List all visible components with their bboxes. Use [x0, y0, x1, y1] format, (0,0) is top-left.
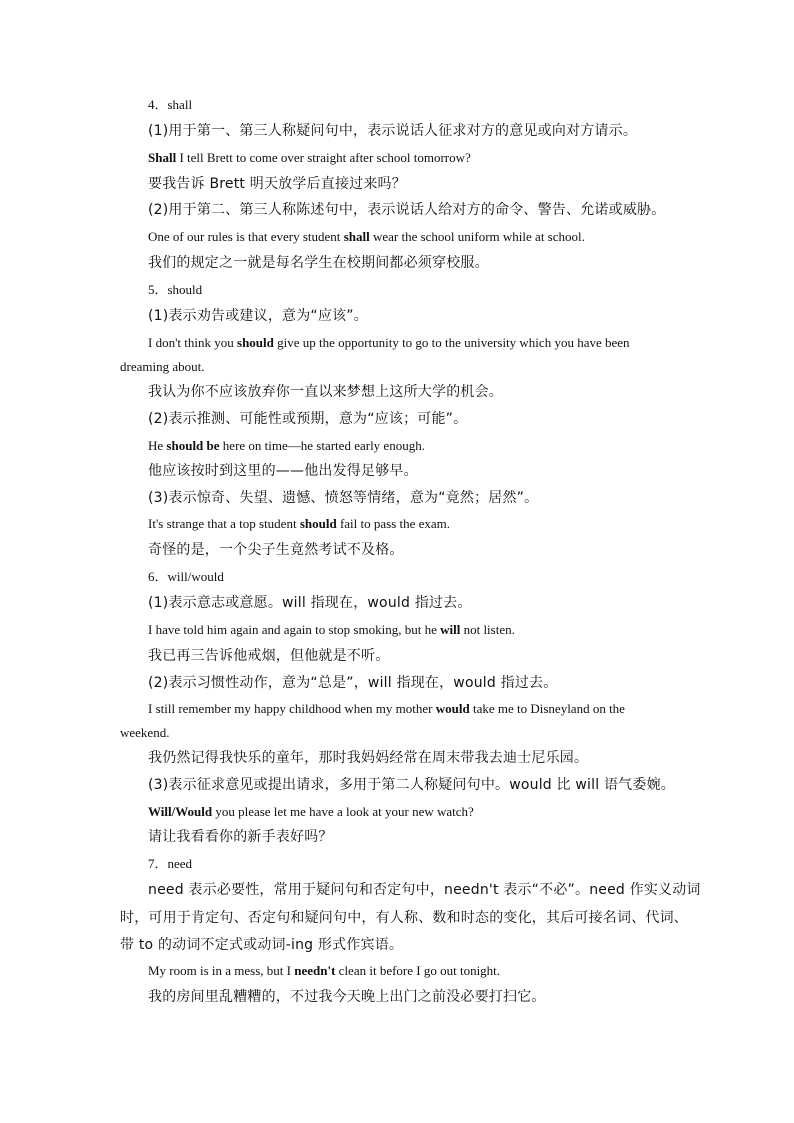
example-text: not listen. — [460, 622, 515, 637]
example-text: take me to Disneyland on the — [469, 701, 625, 716]
section-heading-will-would: 6．will/would — [148, 569, 224, 584]
section-heading-need: 7．need — [148, 856, 193, 871]
will-usage-3: (3)表示征求意见或提出请求，多用于第二人称疑问句中。would 比 will 语气委婉。 — [148, 777, 675, 793]
should-example-3 — [0, 515, 794, 533]
example-text: you please let me have a look at your new watch? — [212, 804, 474, 819]
shall-example-2 — [0, 228, 794, 246]
need-example-1 — [0, 962, 794, 980]
shall-example-2-translation: 我们的规定之一就是每名学生在校期间都必须穿校服。 — [148, 255, 489, 271]
should-usage-1: (1)表示劝告或建议，意为“应该”。 — [148, 308, 368, 324]
example-text: My room is in a mess, but I — [148, 963, 295, 978]
should-example-1-continued: dreaming about. — [120, 359, 205, 374]
example-text: It's strange that a top student — [148, 516, 300, 531]
keyword: shall — [343, 229, 370, 244]
keyword: should — [237, 335, 274, 350]
should-usage-3: (3)表示惊奇、失望、遗憾、愤怒等情绪，意为“竟然；居然”。 — [148, 490, 539, 506]
example-text: One of our rules is that every student — [148, 229, 344, 244]
shall-example-1-translation: 要我告诉 Brett 明天放学后直接过来吗？ — [148, 176, 406, 192]
keyword: will — [440, 622, 461, 637]
section-heading-shall: 4．shall — [148, 97, 193, 112]
shall-example-1 — [0, 149, 794, 167]
will-example-2-translation: 我仍然记得我快乐的童年，那时我妈妈经常在周末带我去迪士尼乐园。 — [148, 750, 589, 766]
example-text: I have told him again and again to stop smoking, but he — [148, 622, 441, 637]
example-text: clean it before I go out tonight. — [335, 963, 501, 978]
need-usage-line-1: need 表示必要性，常用于疑问句和否定句中，needn't 表示“不必”。need 作实义动词 — [148, 882, 701, 898]
should-example-1 — [0, 334, 794, 352]
should-example-3-translation: 奇怪的是，一个尖子生竟然考试不及格。 — [148, 542, 404, 558]
section-heading-should: 5．should — [148, 282, 203, 297]
will-example-2 — [0, 700, 794, 718]
shall-usage-1: (1)用于第一、第三人称疑问句中，表示说话人征求对方的意见或向对方请示。 — [148, 123, 638, 139]
should-example-2 — [0, 437, 794, 455]
example-text: wear the school uniform while at school. — [369, 229, 585, 244]
example-text: He — [148, 438, 167, 453]
example-text: I still remember my happy childhood when my mother — [148, 701, 436, 716]
example-text: fail to pass the exam. — [336, 516, 451, 531]
keyword: Shall — [148, 150, 177, 165]
example-text: I don't think you — [148, 335, 238, 350]
example-text: give up the opportunity to go to the university which you have been — [273, 335, 630, 350]
keyword: Will/Would — [148, 804, 213, 819]
need-usage-line-3: 带 to 的动词不定式或动词-ing 形式作宾语。 — [120, 937, 404, 953]
should-usage-2: (2)表示推测、可能性或预期，意为“应该；可能”。 — [148, 411, 468, 427]
will-usage-1: (1)表示意志或意愿。will 指现在，would 指过去。 — [148, 595, 472, 611]
will-example-1 — [0, 621, 794, 639]
keyword: needn't — [294, 963, 336, 978]
need-example-1-translation: 我的房间里乱糟糟的，不过我今天晚上出门之前没必要打扫它。 — [148, 989, 546, 1005]
keyword: would — [435, 701, 470, 716]
example-text: I tell Brett to come over straight after school tomorrow? — [176, 150, 471, 165]
should-example-2-translation: 他应该按时到这里的——他出发得足够早。 — [148, 463, 418, 479]
shall-usage-2: (2)用于第二、第三人称陈述句中，表示说话人给对方的命令、警告、允诺或威胁。 — [148, 202, 666, 218]
keyword: should — [299, 516, 337, 531]
need-usage-line-2: 时，可用于肯定句、否定句和疑问句中，有人称、数和时态的变化，其后可接名词、代词、 — [120, 910, 688, 926]
will-example-3-translation: 请让我看看你的新手表好吗？ — [148, 829, 333, 845]
should-example-1-translation: 我认为你不应该放弃你一直以来梦想上这所大学的机会。 — [148, 384, 503, 400]
will-example-3 — [0, 803, 794, 821]
will-usage-2: (2)表示习惯性动作，意为“总是”，will 指现在，would 指过去。 — [148, 675, 558, 691]
will-example-2-continued: weekend. — [120, 725, 170, 740]
example-text: here on time—he started early enough. — [219, 438, 425, 453]
will-example-1-translation: 我已再三告诉他戒烟，但他就是不听。 — [148, 648, 390, 664]
keyword: should be — [166, 438, 220, 453]
